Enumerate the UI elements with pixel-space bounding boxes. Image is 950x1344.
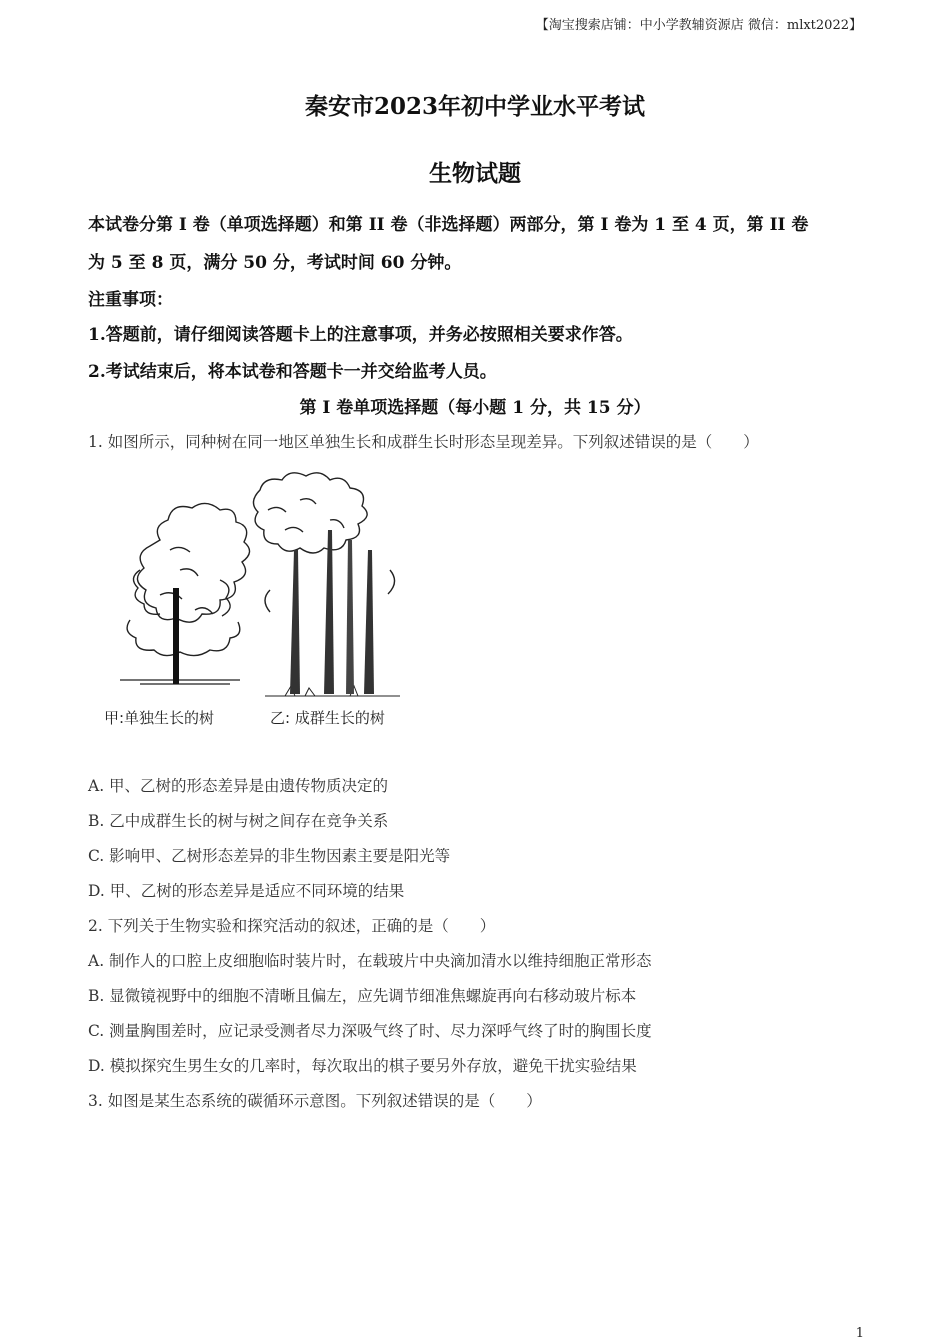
q2-option-c: C. 测量胸围差时，应记录受测者尽力深吸气终了时、尽力深呼气终了时的胸围长度 [88,1022,652,1040]
q2-stem: 2. 下列关于生物实验和探究活动的叙述，正确的是（ ） [88,917,496,935]
tree-figure [100,470,420,730]
note-2: 2.考试结束后，将本试卷和答题卡一并交给监考人员。 [88,362,497,382]
note-1: 1.答题前，请仔细阅读答题卡上的注意事项，并务必按照相关要求作答。 [88,325,633,345]
q3-stem: 3. 如图是某生态系统的碳循环示意图。下列叙述错误的是（ ） [88,1092,542,1110]
q2-option-b: B. 显微镜视野中的细胞不清晰且偏左，应先调节细准焦螺旋再向右移动玻片标本 [88,987,637,1005]
caption-group-trees: 乙: 成群生长的树 [270,709,385,727]
group-tree-trunk-2 [324,530,334,694]
single-tree-drawing [120,503,250,684]
page-number: 1 [855,1326,864,1341]
q1-stem: 1. 如图所示，同种树在同一地区单独生长和成群生长时形态呈现差异。下列叙述错误的是（ ） [88,433,759,451]
group-tree-trunk-3 [346,540,354,694]
q1-option-c: C. 影响甲、乙树形态差异的非生物因素主要是阳光等 [88,847,451,865]
header-note: 【淘宝搜索店铺：中小学教辅资源店 微信：mlxt2022】 [535,18,862,33]
tree-illustration [100,470,420,730]
caption-single-tree: 甲:单独生长的树 [104,709,215,727]
exam-title: 秦安市2023年初中学业水平考试 [304,93,645,120]
q1-option-d: D. 甲、乙树的形态差异是适应不同环境的结果 [88,882,405,900]
q2-option-a: A. 制作人的口腔上皮细胞临时装片时，在载玻片中央滴加清水以维持细胞正常形态 [88,952,652,970]
notes-heading: 注重事项： [88,290,173,310]
group-tree-trunk-1 [290,550,300,694]
intro-line-2: 为 5 至 8 页，满分 50 分，考试时间 60 分钟。 [88,253,462,273]
group-tree-trunk-4 [364,550,374,694]
q1-option-a: A. 甲、乙树的形态差异是由遗传物质决定的 [88,777,389,795]
q1-option-b: B. 乙中成群生长的树与树之间存在竞争关系 [88,812,389,830]
exam-subtitle: 生物试题 [429,160,521,187]
q2-option-d: D. 模拟探究生男生女的几率时，每次取出的棋子要另外存放，避免干扰实验结果 [88,1057,637,1075]
intro-line-1: 本试卷分第 I 卷（单项选择题）和第 II 卷（非选择题）两部分，第 I 卷为 1 至 4 页，第 II 卷 [88,215,809,235]
section-title: 第 I 卷单项选择题（每小题 1 分，共 15 分） [299,398,651,418]
single-tree-trunk [173,588,179,684]
